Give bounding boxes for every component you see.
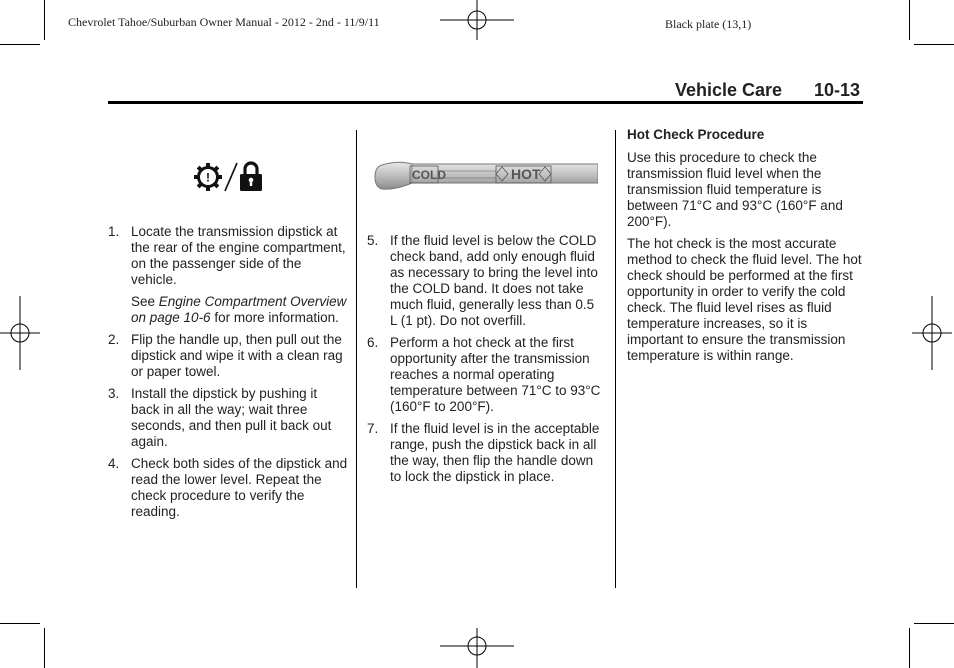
cross-reference: See Engine Compartment Overview on page 10-6 for more information. bbox=[131, 294, 347, 325]
column-middle bbox=[367, 233, 603, 491]
registration-mark-right bbox=[912, 296, 952, 370]
crop-mark bbox=[0, 44, 40, 45]
dipstick-hot-label: HOT bbox=[511, 166, 541, 182]
crop-mark bbox=[44, 0, 45, 40]
cross-reference-link[interactable]: Engine Compartment Overview on page 10-6 bbox=[131, 294, 347, 325]
section-title: Vehicle Care bbox=[675, 80, 783, 100]
step-text: Perform a hot check at the first opportunity after the transmission reaches a normal operating temperature between 71°C to 93°C (160°F to 200°F). bbox=[390, 335, 601, 414]
list-item bbox=[367, 421, 603, 485]
column-left bbox=[108, 224, 348, 526]
section-heading: Hot Check Procedure bbox=[627, 127, 765, 142]
step-number: 6. bbox=[367, 335, 379, 350]
step-number: 7. bbox=[367, 421, 379, 436]
svg-text:!: ! bbox=[206, 170, 210, 185]
header-rule bbox=[108, 101, 863, 104]
crop-mark bbox=[914, 44, 954, 45]
column-divider bbox=[615, 130, 616, 588]
column-divider bbox=[356, 130, 357, 588]
column-right bbox=[627, 127, 863, 370]
step-text: If the fluid level is below the COLD check band, add only enough fluid as necessary to bring the level into the COLD band. It does not take much fluid, generally less than 0.5 L (1 pt). Do not overfill. bbox=[390, 233, 598, 328]
crop-mark bbox=[909, 0, 910, 40]
crop-mark bbox=[909, 628, 910, 668]
list-item bbox=[108, 456, 348, 520]
registration-mark-top bbox=[440, 0, 514, 40]
plate-info-left: Chevrolet Tahoe/Suburban Owner Manual - 2012 - 2nd - 11/9/11 bbox=[68, 15, 380, 29]
list-item bbox=[108, 332, 348, 380]
list-item bbox=[367, 335, 603, 415]
crop-mark bbox=[914, 623, 954, 624]
lock-icon bbox=[239, 160, 263, 192]
step-text: Flip the handle up, then pull out the dipstick and wipe it with a clean rag or paper towel. bbox=[131, 332, 343, 379]
step-text: Check both sides of the dipstick and read the lower level. Repeat the check procedure to verify the reading. bbox=[131, 456, 348, 519]
paragraph: The hot check is the most accurate method to check the fluid level. The hot check should be performed at the first opportunity in order to verify the cold check. The fluid level rises as fluid temperature increases, so it is important to ensure the transmission temperature is within range. bbox=[627, 236, 862, 363]
step-text: If the fluid level is in the acceptable range, push the dipstick back in all the way, then flip the handle down to lock the dipstick in place. bbox=[390, 421, 600, 484]
crop-mark bbox=[44, 628, 45, 668]
list-item bbox=[108, 224, 348, 288]
list-item bbox=[108, 386, 348, 450]
step-number: 5. bbox=[367, 233, 379, 248]
step-text: Install the dipstick by pushing it back in all the way; wait three seconds, and then pull it back out again. bbox=[131, 386, 332, 449]
crop-mark bbox=[0, 623, 40, 624]
page-number: 10-13 bbox=[814, 80, 861, 100]
list-item bbox=[367, 233, 603, 329]
slash-icon bbox=[224, 162, 238, 192]
paragraph: Use this procedure to check the transmission fluid level when the transmission fluid temperature is between 71°C and 93°C (160°F and 200°F). bbox=[627, 150, 843, 229]
step-text: Locate the transmission dipstick at the rear of the engine compartment, on the passenger side of the vehicle. bbox=[131, 224, 346, 287]
step-number: 2. bbox=[108, 332, 120, 347]
registration-mark-bottom bbox=[440, 628, 514, 668]
step-number: 3. bbox=[108, 386, 120, 401]
registration-mark-left bbox=[0, 296, 40, 370]
step-number: 4. bbox=[108, 456, 120, 471]
plate-info-right: Black plate (13,1) bbox=[665, 17, 752, 31]
dipstick-cold-label: COLD bbox=[412, 168, 446, 182]
step-number: 1. bbox=[108, 224, 120, 239]
transmission-lock-symbol bbox=[193, 160, 265, 194]
gear-icon bbox=[193, 162, 223, 192]
dipstick-illustration bbox=[372, 157, 598, 195]
